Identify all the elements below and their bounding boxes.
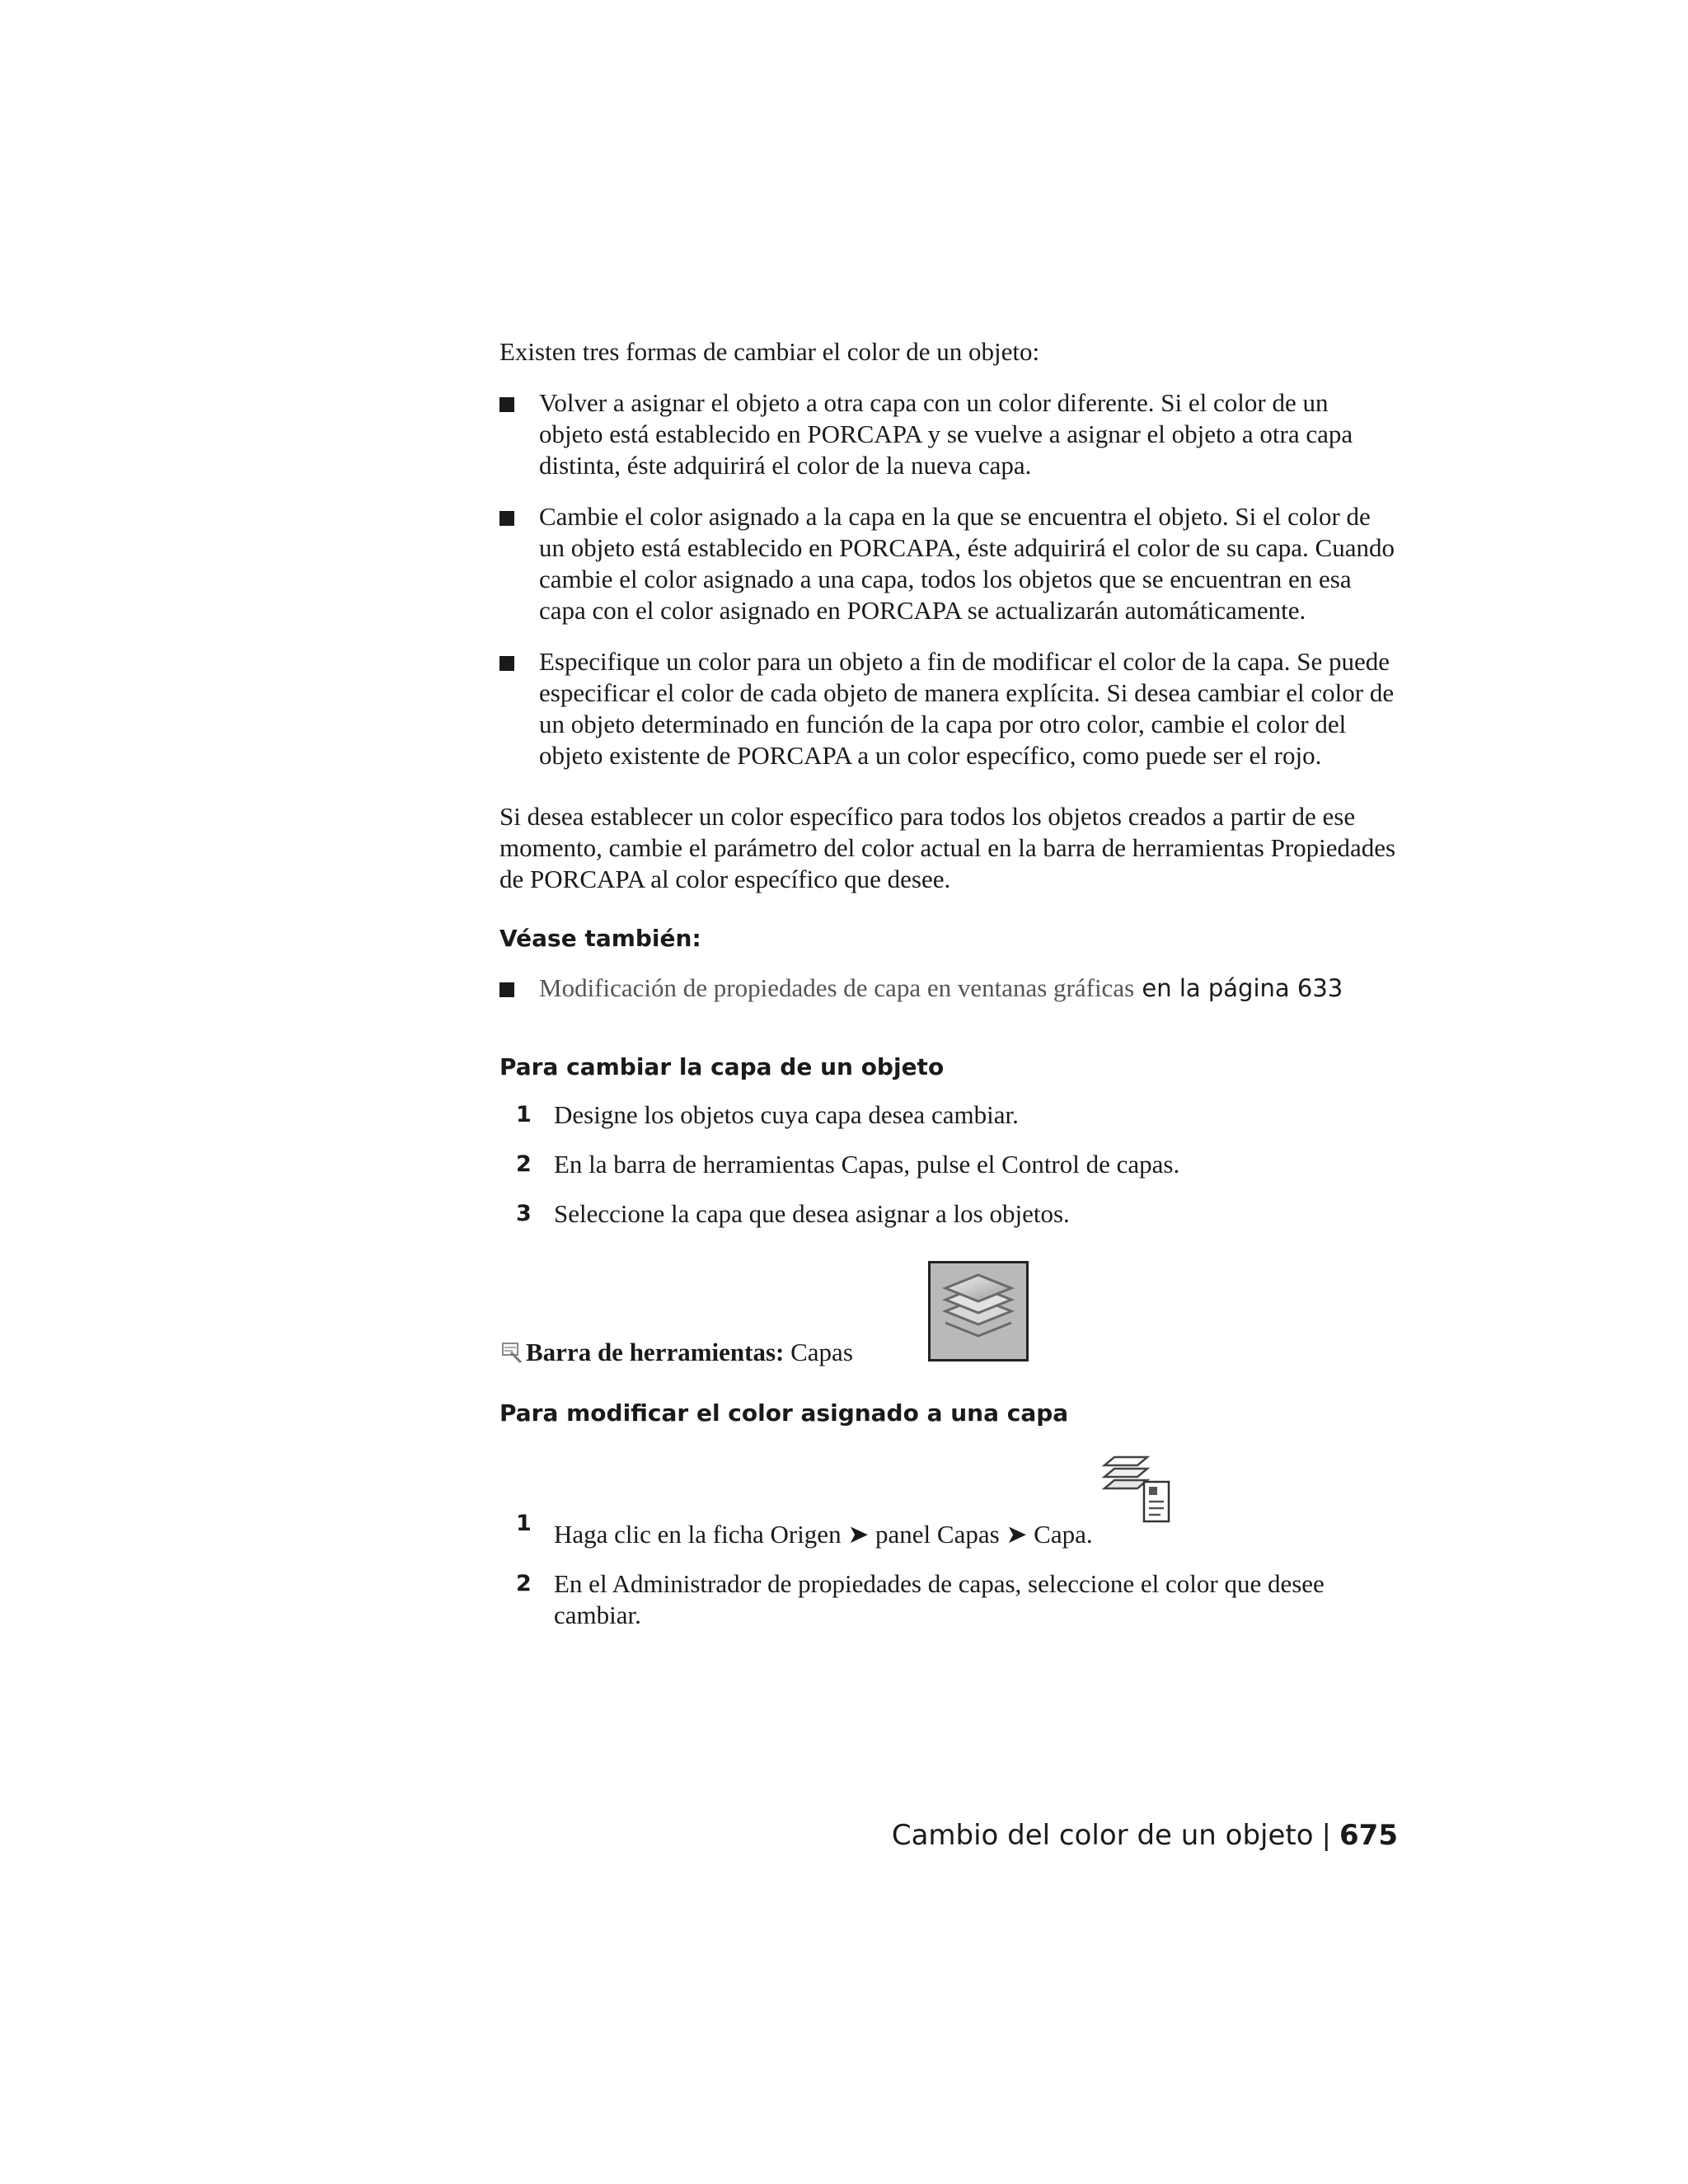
step-number: 1 <box>516 1511 532 1536</box>
bullet-text: Especifique un color para un objeto a fin de modificar el color de la capa. Se puede especificar el color de cada objeto de manera explícita. Si desea cambiar el color de un objeto determinado en función de la capa por otro color, cambie el color del objeto existente de PORCAPA a un color específico, como puede ser el rojo. <box>539 647 1395 770</box>
footer-separator: | <box>1321 1819 1332 1852</box>
page-footer <box>499 1818 1398 1853</box>
step-list <box>499 1099 1398 1230</box>
square-bullet-icon <box>499 656 514 671</box>
toolbar-reference <box>499 1261 1398 1368</box>
layer-properties-icon[interactable] <box>1098 1447 1172 1526</box>
step-text: Seleccione la capa que desea asignar a los objetos. <box>554 1199 1070 1228</box>
cross-reference-link[interactable]: Modificación de propiedades de capa en ventanas gráficas <box>539 973 1135 1002</box>
step-number: 3 <box>516 1201 532 1226</box>
step-list <box>499 1447 1398 1631</box>
square-bullet-icon <box>499 397 514 412</box>
footer-title: Cambio del color de un objeto <box>891 1819 1314 1852</box>
step-text: Designe los objetos cuya capa desea cambiar. <box>554 1100 1019 1129</box>
procedure-heading: Para modificar el color asignado a una capa <box>499 1399 1069 1427</box>
intro-text: Existen tres formas de cambiar el color de un objeto: <box>499 337 1040 366</box>
step-number: 2 <box>516 1151 532 1177</box>
toolbar-value: Capas <box>784 1338 853 1366</box>
square-bullet-icon <box>499 511 514 526</box>
toolbar-label: Barra de herramientas: <box>526 1338 785 1366</box>
layers-toolbar-icon[interactable] <box>928 1261 1029 1361</box>
toolbar-caption <box>499 1337 853 1368</box>
toolbar-small-icon <box>499 1339 524 1364</box>
step-number: 2 <box>516 1571 532 1596</box>
step-item <box>499 1568 1398 1631</box>
paragraph: Si desea establecer un color específico para todos los objetos creados a partir de ese momento, cambie el parámetro del color actual en la barra de herramientas Propiedades de PORCAPA al color específico que desee. <box>499 802 1396 893</box>
bullet-text: Volver a asignar el objeto a otra capa con un color diferente. Si el color de un objeto está establecido en PORCAPA y se vuelve a asignar el objeto a otra capa distinta, éste adquirirá el color de la nueva capa. <box>539 388 1353 480</box>
step-number: 1 <box>516 1102 532 1127</box>
page-number: 675 <box>1339 1819 1398 1852</box>
step-item <box>499 1198 1398 1230</box>
square-bullet-icon <box>499 982 514 997</box>
page-content <box>499 336 1398 1649</box>
see-also-list <box>499 972 1398 1004</box>
step-item <box>499 1447 1398 1550</box>
step-text: Haga clic en la ficha Origen ➤ panel Capas ➤ Capa. <box>554 1520 1093 1549</box>
list-item <box>499 646 1398 771</box>
bullet-text: Cambie el color asignado a la capa en la que se encuentra el objeto. Si el color de un objeto está establecido en PORCAPA, éste adquirirá el color de su capa. Cuando cambie el color asignado a una capa, todos los objetos que se encuentran en esa capa con el color asignado en PORCAPA se actualizarán automáticamente. <box>539 502 1395 625</box>
page-reference: en la página 633 <box>1134 974 1343 1002</box>
step-text: En el Administrador de propiedades de capas, seleccione el color que desee cambiar. <box>554 1569 1325 1629</box>
step-item <box>499 1149 1398 1180</box>
procedure-heading: Para cambiar la capa de un objeto <box>499 1053 945 1080</box>
step-text: En la barra de herramientas Capas, pulse el Control de capas. <box>554 1150 1180 1179</box>
list-item <box>499 501 1398 626</box>
bullet-list <box>499 387 1398 771</box>
see-also-heading: Véase también: <box>499 925 701 952</box>
step-item <box>499 1099 1398 1131</box>
list-item <box>499 972 1398 1004</box>
list-item <box>499 387 1398 481</box>
